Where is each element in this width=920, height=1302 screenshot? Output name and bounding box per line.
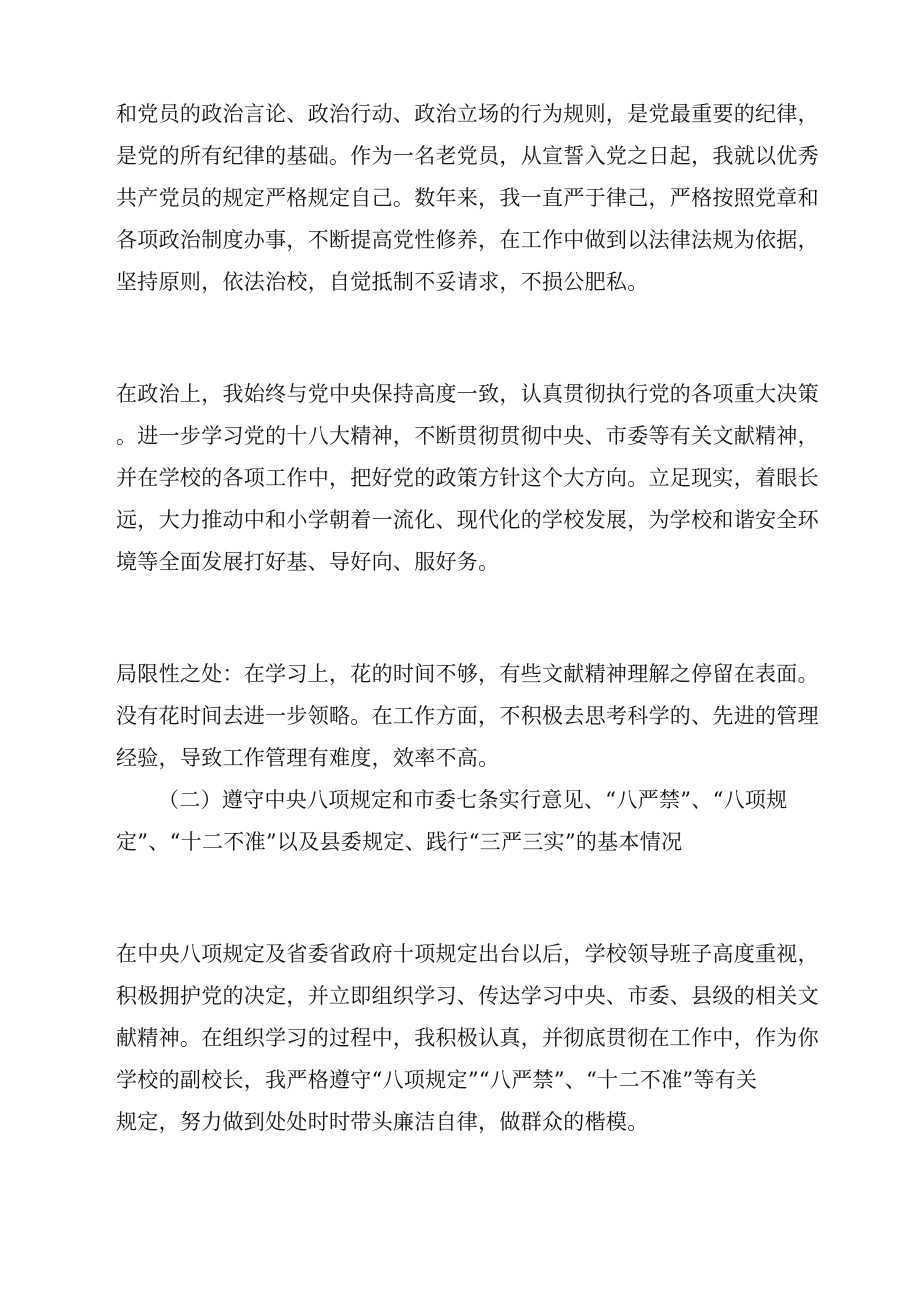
paragraph-1-line-2: 是党的所有纪律的基础。作为一名老党员，从宣誓入党之日起，我就以优秀 [116,144,819,168]
section-heading-line-2: 定”、“十二不准”以及县委规定、践行“三严三实”的基本情况 [116,830,683,854]
paragraph-5-line-3: 献精神。在组织学习的过程中，我积极认真，并彻底贯彻在工作中，作为你 [116,1026,819,1050]
paragraph-3-line-2: 没有花时间去进一步领略。在工作方面，不积极去思考科学的、先进的管理 [116,704,819,728]
paragraph-1-line-3: 共产党员的规定严格规定自己。数年来，我一直严于律己，严格按照党章和 [116,186,819,210]
paragraph-2-line-3: 并在学校的各项工作中，把好党的政策方针这个大方向。立足现实，着眼长 [116,466,819,490]
paragraph-3-line-3: 经验，导致工作管理有难度，效率不高。 [116,746,500,770]
paragraph-2-line-2: 。进一步学习党的十八大精神，不断贯彻贯彻中央、市委等有关文献精神， [116,424,819,448]
paragraph-5-line-1: 在中央八项规定及省委省政府十项规定出台以后，学校领导班子高度重视， [116,942,819,966]
paragraph-5-line-5: 规定，努力做到处处时时带头廉洁自律，做群众的楷模。 [116,1110,649,1134]
paragraph-1-line-5: 坚持原则，依法治校，自觉抵制不妥请求，不损公肥私。 [116,270,649,294]
paragraph-5-line-2: 积极拥护党的决定，并立即组织学习、传达学习中央、市委、县级的相关文 [116,984,819,1008]
paragraph-5-line-4: 学校的副校长，我严格遵守“八项规定”“八严禁”、“十二不准”等有关 [116,1068,758,1092]
paragraph-2-line-1: 在政治上，我始终与党中央保持高度一致，认真贯彻执行党的各项重大决策 [116,382,819,406]
paragraph-1-line-1: 和党员的政治言论、政治行动、政治立场的行为规则，是党最重要的纪律， [116,102,819,126]
paragraph-2-line-5: 境等全面发展打好基、导好向、服好务。 [116,550,500,574]
paragraph-2-line-4: 远，大力推动中和小学朝着一流化、现代化的学校发展，为学校和谐安全环 [116,508,819,532]
paragraph-1-line-4: 各项政治制度办事，不断提高党性修养，在工作中做到以法律法规为依据， [116,228,819,252]
section-heading-line-1: （二）遵守中央八项规定和市委七条实行意见、“八严禁”、“八项规 [158,788,788,812]
paragraph-3-line-1: 局限性之处：在学习上，花的时间不够，有些文献精神理解之停留在表面。 [116,662,819,686]
